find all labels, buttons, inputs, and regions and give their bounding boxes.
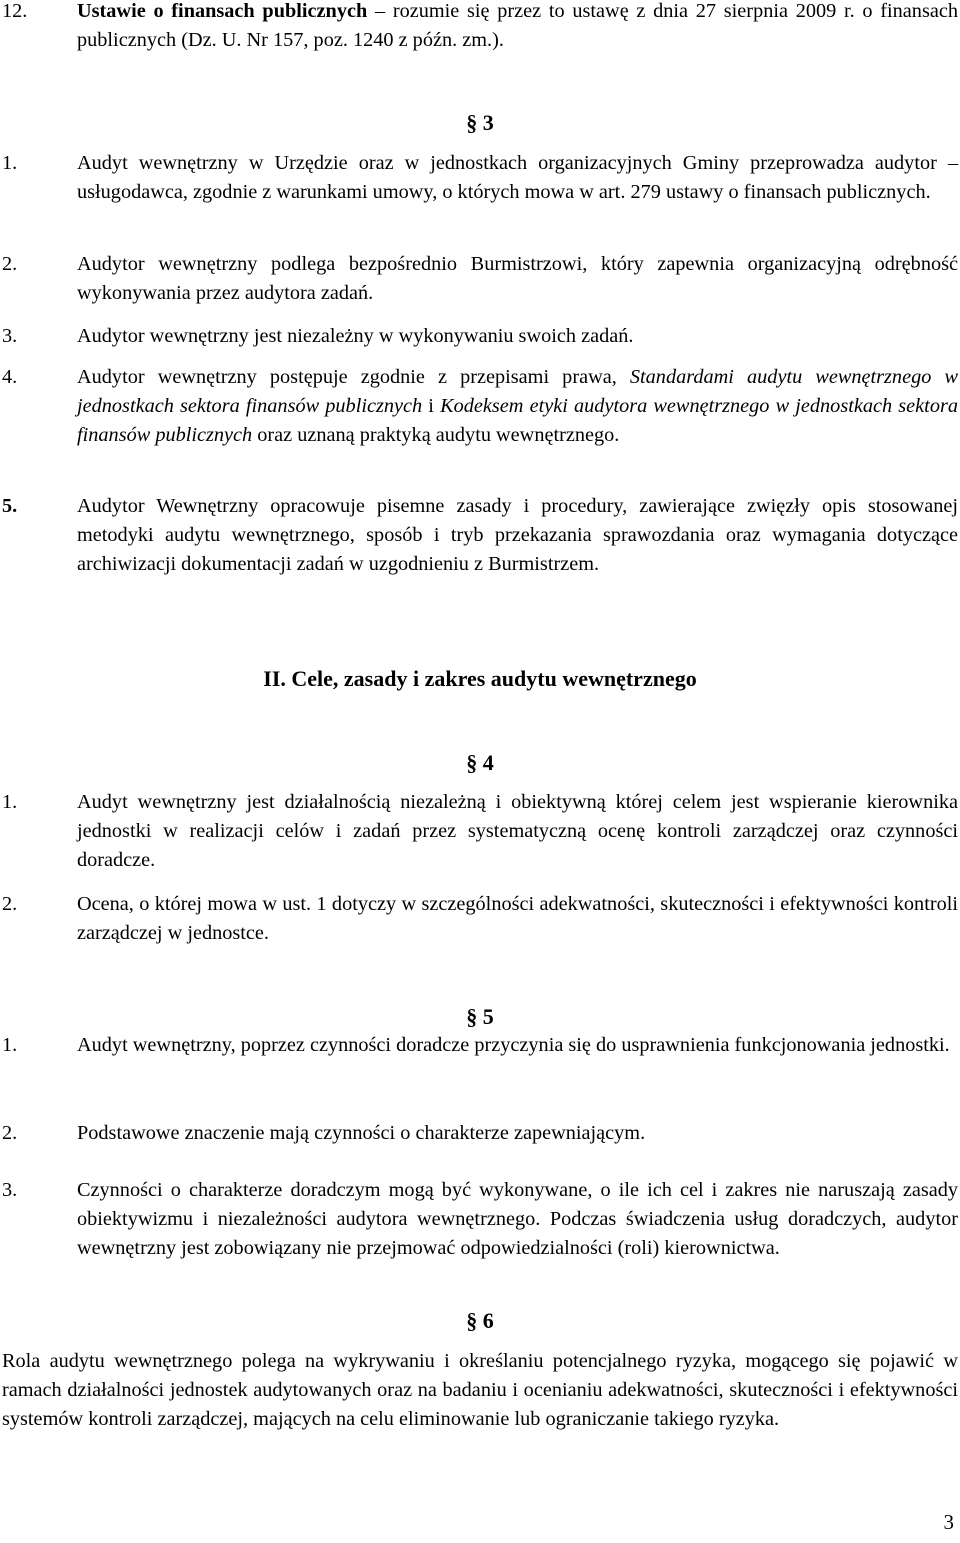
- item-text: Podstawowe znaczenie mają czynności o charakterze zapewniającym.: [77, 1122, 646, 1144]
- par5-item-1: [0, 1031, 958, 1060]
- paragraph-5-title: § 5: [466, 1004, 494, 1029]
- standard-title: Standardami audytu wewnętrznego w jednostkach sektora finansów publicznych: [77, 366, 958, 417]
- item-text: Audytor wewnętrzny jest niezależny w wykonywaniu swoich zadań.: [77, 325, 634, 347]
- text-run: Audytor wewnętrzny postępuje zgodnie z przepisami prawa,: [77, 366, 630, 388]
- section-2-heading: II. Cele, zasady i zakres audytu wewnętrznego: [263, 666, 697, 691]
- par5-item-2: [0, 1119, 958, 1148]
- par5-item-3: [0, 1176, 958, 1263]
- item-text: Audytor Wewnętrzny opracowuje pisemne zasady i procedury, zawierające zwięzły opis stosowanej metodyki audytu wewnętrznego, sposób i tryb przekazania sprawozdania oraz wymagania dotyczące archiwizacji dokumentacji zadań w uzgodnieniu z Burmistrzem.: [77, 495, 958, 575]
- item-number: 12.: [2, 0, 28, 22]
- item-number: 1.: [2, 791, 18, 813]
- par3-item-2: [0, 250, 958, 308]
- defined-term: Ustawie o finansach publicznych: [77, 0, 368, 22]
- definition-text: – rozumie się przez to ustawę z dnia 27 sierpnia 2009 r. o finansach publicznych (Dz. U. Nr 157, poz. 1240 z późn. zm.).: [77, 0, 958, 51]
- item-text: [77, 363, 958, 450]
- par3-item-5: [0, 492, 958, 579]
- paragraph-4-title: § 4: [466, 750, 494, 775]
- text-run: i: [422, 395, 441, 417]
- paragraph-6-text: Rola audytu wewnętrznego polega na wykrywaniu i określaniu potencjalnego ryzyka, mogącego się pojawić w ramach działalności jednostek audytowanych oraz na badaniu i ocenianiu adekwatności, skuteczności i efektywności systemów kontroli zarządczej, mających na celu eliminowanie lub ograniczanie takiego ryzyka.: [2, 1350, 958, 1430]
- item-number: 2.: [2, 1122, 18, 1144]
- item-number: 2.: [2, 893, 18, 915]
- item-number: 3.: [2, 1179, 18, 1201]
- par3-item-4: [0, 363, 958, 450]
- par4-item-2: [0, 890, 958, 948]
- paragraph-3-title: § 3: [466, 110, 494, 135]
- item-number: 5.: [2, 495, 18, 517]
- item-number: 4.: [2, 366, 18, 388]
- item-text: Audyt wewnętrzny w Urzędzie oraz w jednostkach organizacyjnych Gminy przeprowadza audytor – usługodawca, zgodnie z warunkami umowy, o których mowa w art. 279 ustawy o finansach publicznych.: [77, 152, 958, 203]
- paragraph-6-title: § 6: [466, 1308, 494, 1333]
- item-number: 3.: [2, 325, 18, 347]
- item-text: Czynności o charakterze doradczym mogą być wykonywane, o ile ich cel i zakres nie naruszają zasady obiektywizmu i niezależności audytora wewnętrznego. Podczas świadczenia usług doradczych, audytor wewnętrzny jest zobowiązany nie przejmować odpowiedzialności (roli) kierownictwa.: [77, 1179, 958, 1259]
- code-title: Kodeksem etyki audytora wewnętrznego w jednostkach sektora finansów publicznych: [77, 395, 958, 446]
- item-number: 1.: [2, 1034, 18, 1056]
- par3-item-3: [0, 322, 958, 351]
- item-number: 2.: [2, 253, 18, 275]
- item-text: Audyt wewnętrzny, poprzez czynności doradcze przyczynia się do usprawnienia funkcjonowania jednostki.: [77, 1034, 950, 1056]
- item-text: [77, 0, 958, 55]
- page-number: 3: [943, 1510, 954, 1534]
- item-number: 1.: [2, 152, 18, 174]
- text-run: oraz uznaną praktyką audytu wewnętrznego.: [252, 424, 620, 446]
- definition-item-12: [0, 0, 958, 55]
- par4-item-1: [0, 788, 958, 875]
- par3-item-1: [0, 149, 958, 207]
- item-text: Audytor wewnętrzny podlega bezpośrednio Burmistrzowi, który zapewnia organizacyjną odrębność wykonywania przez audytora zadań.: [77, 253, 958, 304]
- item-text: Ocena, o której mowa w ust. 1 dotyczy w szczególności adekwatności, skuteczności i efektywności kontroli zarządczej w jednostce.: [77, 893, 958, 944]
- item-text: Audyt wewnętrzny jest działalnością niezależną i obiektywną której celem jest wspieranie kierownika jednostki w realizacji celów i zadań przez systematyczną ocenę kontroli zarządczej oraz czynności doradcze.: [77, 791, 958, 871]
